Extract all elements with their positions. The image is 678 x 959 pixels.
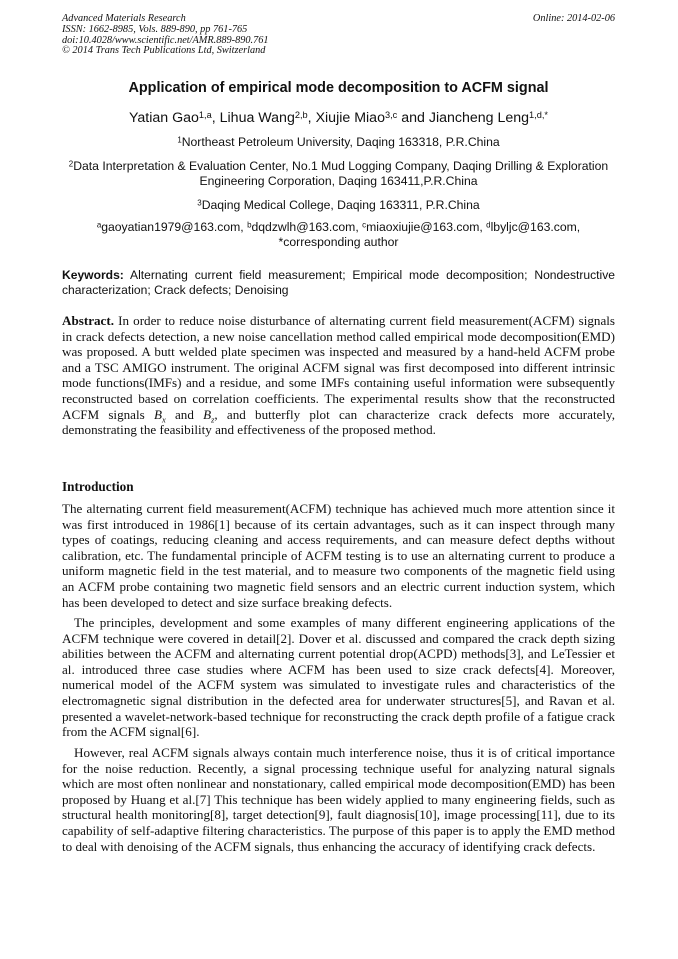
email-list <box>62 220 615 249</box>
journal-header <box>62 14 615 57</box>
affiliation-superscript: 1 <box>177 135 182 145</box>
copyright-line: © 2014 Trans Tech Publications Ltd, Switzerland <box>62 45 266 57</box>
affiliation-1 <box>62 135 615 150</box>
abstract-block <box>62 313 615 438</box>
online-date: Online: 2014-02-06 <box>532 13 615 24</box>
author-name: Jiancheng Leng <box>428 110 530 126</box>
introduction-paragraph-3: However, real ACFM signals always contain much interference noise, thus it is of critical importance for the noise reduction. Recently, a signal processing technique useful for analyzing natural signals which are most often nonlinear and nonstationary, called empirical mode decomposition(EMD) has been proposed by Huang et al.[7] This technique has been widely applied to many engineering fields, such as structural health monitoring[8], target detection[9], fault diagnosis[10], image processing[11], due to its capability of self-adaptive filtering characteristics. The purpose of this paper is to apply the EMD method to deal with denoising of the ACFM signals, thus enhancing the accuracy of identifying crack defects. <box>62 745 615 854</box>
abstract-label: Abstract. <box>62 313 114 328</box>
introduction-paragraph-1: The alternating current field measurement(ACFM) technique has achieved much more attention since it was first introduced in 1986[1] because of its certain advantages, such as it can inspect through many types of coatings, reducing cleaning and access requirements, and can measure defect depths without calibration, etc. The fundamental principle of ACFM testing is to use an alternating current to produce a uniform magnetic field in the test material, and to measure two components of the magnetic field using an ACFM probe containing two magnetic field sensors and an electric current induction system, which has been developed to detect and size surface breaking defects. <box>62 501 615 610</box>
author-name: Yatian Gao <box>128 110 199 126</box>
author-superscript: 1,d,* <box>529 109 549 120</box>
corresponding-author-note: *corresponding author <box>278 234 399 249</box>
variable-base: B <box>203 406 212 422</box>
affiliation-2 <box>62 159 615 188</box>
introduction-paragraph-2: The principles, development and some examples of many different engineering applications of the ACFM technique were covered in detail[2]. Dover et al. discussed and compared the crack depth sizing abilities between the ACFM and alternating current potential drop(ACPD) methods[3], and LeTessier et al. introduced three case studies where ACFM has been used to size crack defects[4]. Moreover, numerical model of the ACFM system was simulated to investigate rules and characteristics of the electromagnetic signal distribution in the defected area for underwater structures[5], and Ravan et al. presented a wavelet-network-based technique for reconstructing the crack depth profile of a fatigue crack from the ACFM signal[6]. <box>62 615 615 740</box>
author-superscript: 1,a <box>198 109 212 120</box>
email-superscript: c <box>362 220 367 230</box>
affiliation-text: Engineering Corporation, Daqing 163411,P.R.China <box>199 173 478 188</box>
math-variable <box>153 406 166 425</box>
email-address: miaoxiujie@163.com, <box>366 220 483 234</box>
section-heading: Introduction <box>62 479 134 494</box>
abstract-text: and <box>174 406 194 422</box>
issn-line: ISSN: 1662-8985, Vols. 889-890, pp 761-765 <box>62 23 248 35</box>
author-name: Lihua Wang <box>219 110 295 126</box>
variable-base: B <box>153 406 162 422</box>
affiliation-superscript: 3 <box>197 198 202 208</box>
variable-subscript: x <box>161 414 166 425</box>
keywords-label: Keywords: <box>62 268 124 282</box>
math-variable <box>203 406 215 425</box>
affiliation-text: Northeast Petroleum University, Daqing 163318, P.R.China <box>181 135 500 149</box>
doi-line: doi:10.4028/www.scientific.net/AMR.889-890.761 <box>62 34 269 46</box>
author-conjunction: and <box>401 110 425 126</box>
keywords-text: Alternating current field measurement; Empirical mode decomposition; Nondestructive characterization; Crack defects; Denoising <box>62 268 615 297</box>
email-superscript: b <box>247 220 252 230</box>
affiliation-3 <box>62 198 615 213</box>
variable-subscript: z <box>211 414 215 425</box>
affiliation-text: Daqing Medical College, Daqing 163311, P.R.China <box>201 198 480 212</box>
author-superscript: 2,b <box>294 109 308 120</box>
email-address: dqdzwlh@163.com, <box>251 220 359 234</box>
author-list: Yatian Gao$^{1,a}$, Lihua Wang$^{2,b}$, Xiujie Miao$^{3,c}$ and Jiancheng Leng$^{1,d,*}$ <box>128 109 549 126</box>
abstract-text: In order to reduce noise disturbance of alternating current field measurement(ACFM) signals in crack defects detection, a new noise cancellation method called empirical mode decomposition(EMD) was proposed. A butt welded plate specimen was inspected and measured by a hand-held ACFM probe and a TSC AMIGO instrument. The original ACFM signal was first decomposed into different intrinsic mode functions(IMFs) and a residue, and some IMFs containing useful information were subsequently reconstructed based on correlation coefficients. The experimental results show that the reconstructed ACFM signals <box>62 313 615 422</box>
keywords-block <box>62 268 615 297</box>
author-name: Xiujie Miao <box>315 110 385 126</box>
email-superscript: d <box>486 220 491 230</box>
affiliation-text: Data Interpretation & Evaluation Center, No.1 Mud Logging Company, Daqing Drilling & Exploration <box>73 159 609 173</box>
email-address: gaoyatian1979@163.com, <box>101 220 244 234</box>
journal-name: Advanced Materials Research <box>62 13 186 24</box>
email-superscript: a <box>96 220 102 230</box>
author-superscript: 3,c <box>384 109 398 120</box>
paper-title: Application of empirical mode decomposition to ACFM signal <box>128 80 549 96</box>
email-address: lbyljc@163.com, <box>490 220 581 234</box>
affiliation-superscript: 2 <box>68 159 74 169</box>
abstract-text: , and butterfly plot can characterize crack defects more accurately, demonstrating the feasibility and effectiveness of the proposed method. <box>62 406 616 438</box>
